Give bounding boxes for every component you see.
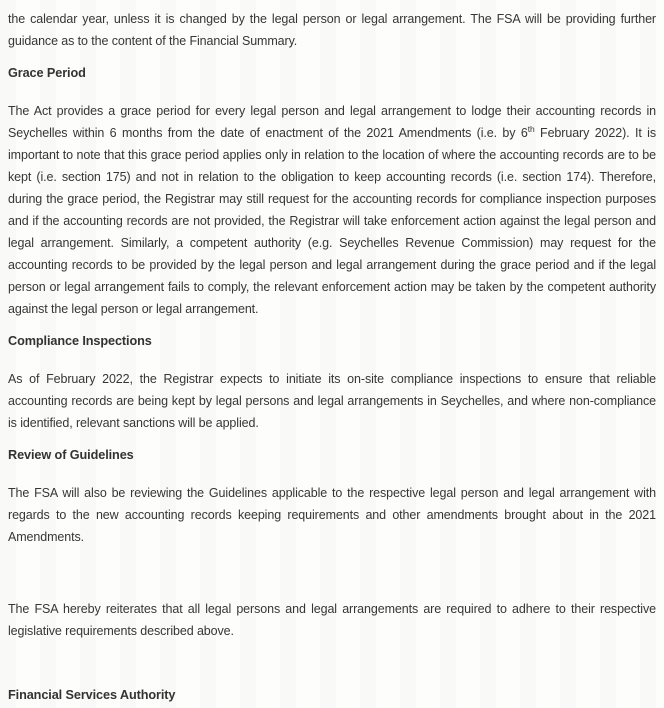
heading-review-of-guidelines: Review of Guidelines: [8, 448, 134, 462]
review-of-guidelines-paragraph: The FSA will also be reviewing the Guidelines applicable to the respective legal person and legal arrangement with regards to the new accounting records keeping requirements and other amendments brought about in the 2021 Amendments.: [8, 486, 656, 544]
signature-heading-financial-services-authority: Financial Services Authority: [8, 688, 176, 702]
grace-period-text-after-date: February 2022). It is important to note that this grace period applies only in relation to the location of where the accounting records are to be kept (i.e. section 175) and not in relation to the obligation to keep accounting records (i.e. section 174). Therefore, during the grace period, the Registrar may still request for the accounting records for compliance inspection purposes and if the accounting records are not provided, the Registrar will take enforcement action against the legal person and legal arrangement. Similarly, a competent authority (e.g. Seychelles Revenue Commission) may request for the accounting records to be provided by the legal person and legal arrangement during the grace period and if the legal person or legal arrangement fails to comply, the relevant enforcement action may be taken by the competent authority against the legal person or legal arrangement.: [8, 126, 656, 316]
compliance-inspections-paragraph: As of February 2022, the Registrar expects to initiate its on-site compliance inspections to ensure that reliable accounting records are being kept by legal persons and legal arrangements in Seychelles, and where non-compliance is identified, relevant sanctions will be applied.: [8, 372, 656, 430]
heading-grace-period: Grace Period: [8, 66, 86, 80]
closing-paragraph: The FSA hereby reiterates that all legal persons and legal arrangements are required to adhere to their respective legislative requirements described above.: [8, 602, 656, 638]
intro-paragraph: the calendar year, unless it is changed by the legal person or legal arrangement. The FSA will be providing further guidance as to the content of the Financial Summary.: [8, 12, 656, 48]
grace-period-paragraph: [8, 100, 656, 320]
heading-compliance-inspections: Compliance Inspections: [8, 334, 152, 348]
grace-period-text-before-date: The Act provides a grace period for every legal person and legal arrangement to lodge their accounting records in Seychelles within 6 months from the date of enactment of the 2021 Amendments (i.e. by 6: [8, 104, 656, 140]
date-ordinal-superscript: th: [527, 123, 535, 134]
